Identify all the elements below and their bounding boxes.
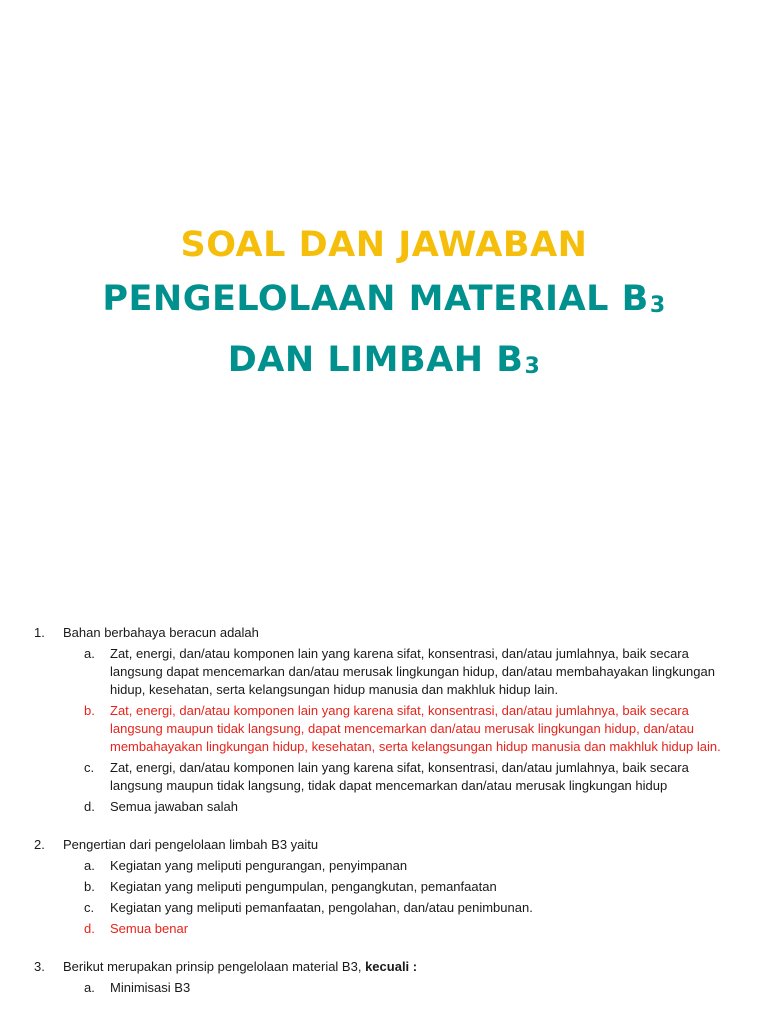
option-2a: [84, 857, 734, 875]
question-text: Pengertian dari pengelolaan limbah B3 yaitu: [63, 837, 319, 852]
option-letter: d.: [84, 799, 95, 814]
option-text: Zat, energi, dan/atau komponen lain yang karena sifat, konsentrasi, dan/atau jumlahnya, baik secara langsung maupun tidak langsung, dapat mencemarkan dan/atau merusak lingkungan hidup, dan/atau membahayakan lingkungan hidup, kesehatan, serta kelangsungan hidup manusia dan makhluk hidup lain.: [110, 703, 721, 754]
option-letter: b.: [84, 879, 95, 894]
question-emphasis: kecuali :: [365, 959, 418, 974]
question-1: [34, 624, 734, 816]
option-text: Kegiatan yang meliputi pengumpulan, pengangkutan, pemanfaatan: [110, 879, 497, 894]
title-line-3-subscript: 3: [524, 354, 541, 379]
option-2c: [84, 899, 734, 917]
question-number: 2.: [34, 837, 45, 852]
option-3a: [84, 979, 734, 997]
question-2: [34, 836, 734, 938]
option-2d-correct: [84, 920, 734, 938]
title-line-3: [0, 333, 768, 394]
title-line-2-text: PENGELOLAAN MATERIAL B: [102, 279, 649, 319]
option-text: Semua benar: [110, 921, 189, 936]
option-letter: a.: [84, 858, 95, 873]
question-number: 1.: [34, 625, 45, 640]
title-line-3-text: DAN LIMBAH B: [227, 340, 524, 380]
option-2b: [84, 878, 734, 896]
option-letter: a.: [84, 980, 95, 995]
option-letter: a.: [84, 646, 95, 661]
option-1a: [84, 645, 734, 699]
question-number: 3.: [34, 959, 45, 974]
option-text: Zat, energi, dan/atau komponen lain yang karena sifat, konsentrasi, dan/atau jumlahnya, baik secara langsung maupun tidak langsung, tidak dapat mencemarkan dan/atau merusak lingkungan hidup: [110, 760, 689, 793]
option-text: Zat, energi, dan/atau komponen lain yang karena sifat, konsentrasi, dan/atau jumlahnya, baik secara langsung dapat mencemarkan dan/atau merusak lingkungan hidup, dan/atau membahayakan lingkungan hidup, kesehatan, serta kelangsungan hidup manusia dan makhluk hidup lain.: [110, 646, 715, 697]
option-text: Minimisasi B3: [110, 980, 191, 995]
option-letter: c.: [84, 760, 95, 775]
option-1b-correct: [84, 702, 734, 756]
option-text: Kegiatan yang meliputi pemanfaatan, pengolahan, dan/atau penimbunan.: [110, 900, 533, 915]
option-1c: [84, 759, 734, 795]
title-line-2-subscript: 3: [649, 293, 666, 318]
option-letter: b.: [84, 703, 95, 718]
title-line-2: [0, 272, 768, 333]
option-text: Semua jawaban salah: [110, 799, 238, 814]
option-letter: c.: [84, 900, 95, 915]
title-block: [0, 218, 768, 394]
title-line-1: SOAL DAN JAWABAN: [180, 225, 588, 265]
question-text: [63, 958, 734, 976]
question-list: [34, 624, 734, 1017]
question-text-main: Berikut merupakan prinsip pengelolaan material B3,: [63, 959, 362, 974]
option-1d: [84, 798, 734, 816]
question-3: [34, 958, 734, 997]
option-text: Kegiatan yang meliputi pengurangan, penyimpanan: [110, 858, 408, 873]
option-letter: d.: [84, 921, 95, 936]
question-text: Bahan berbahaya beracun adalah: [63, 625, 259, 640]
